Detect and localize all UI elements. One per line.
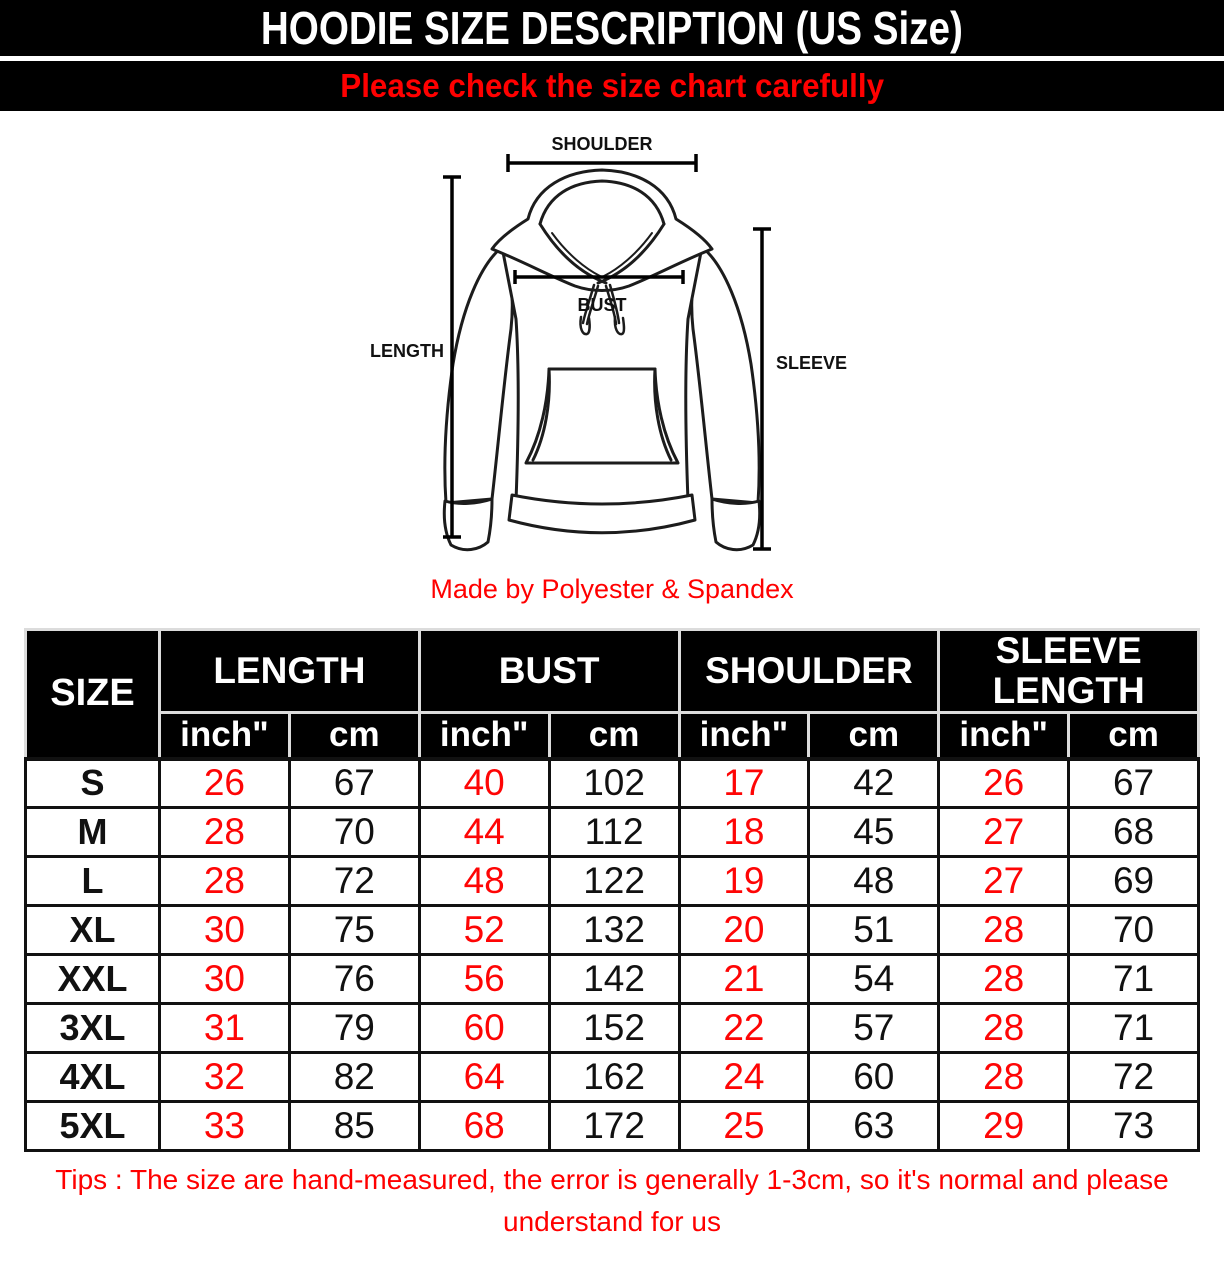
- table-row: [26, 1053, 1199, 1102]
- measurement-cell: 26: [939, 759, 1069, 808]
- tips-line-1: Tips : The size are hand-measured, the error is generally 1-3cm, so it's normal and please: [55, 1164, 1169, 1195]
- measurement-cell: 24: [679, 1053, 809, 1102]
- subtitle-bar: [0, 61, 1224, 111]
- measurement-cell: 71: [1069, 1004, 1199, 1053]
- size-label-cell: XXL: [26, 955, 160, 1004]
- measurement-cell: 76: [289, 955, 419, 1004]
- subtitle-text: Please check the size chart carefully: [340, 67, 884, 104]
- measurement-cell: 18: [679, 808, 809, 857]
- measurement-cell: 85: [289, 1102, 419, 1151]
- sleeve-length-column-header: SLEEVE LENGTH: [939, 630, 1199, 713]
- shoulder-label: SHOULDER: [551, 134, 653, 154]
- measurement-cell: 79: [289, 1004, 419, 1053]
- bust-label: BUST: [577, 295, 627, 315]
- table-row: [26, 906, 1199, 955]
- measurement-cell: 73: [1069, 1102, 1199, 1151]
- measurement-cell: 70: [1069, 906, 1199, 955]
- measurement-cell: 69: [1069, 857, 1199, 906]
- measurement-cell: 45: [809, 808, 939, 857]
- measurement-cell: 27: [939, 857, 1069, 906]
- measurement-cell: 21: [679, 955, 809, 1004]
- measurement-cell: 27: [939, 808, 1069, 857]
- measurement-cell: 42: [809, 759, 939, 808]
- measurement-cell: 28: [160, 857, 290, 906]
- measurement-cell: 67: [289, 759, 419, 808]
- measurement-cell: 67: [1069, 759, 1199, 808]
- page-title: HOODIE SIZE DESCRIPTION (US Size): [260, 2, 964, 54]
- measurement-cell: 72: [289, 857, 419, 906]
- size-label-cell: 5XL: [26, 1102, 160, 1151]
- bust-inch-header: inch": [419, 713, 549, 759]
- measurement-cell: 75: [289, 906, 419, 955]
- measurement-cell: 56: [419, 955, 549, 1004]
- measurement-cell: 30: [160, 906, 290, 955]
- size-diagram-section: [0, 129, 1224, 605]
- measurement-cell: 72: [1069, 1053, 1199, 1102]
- measurement-cell: 33: [160, 1102, 290, 1151]
- measurement-cell: 71: [1069, 955, 1199, 1004]
- sleeve-inch-header: inch": [939, 713, 1069, 759]
- measurement-cell: 82: [289, 1053, 419, 1102]
- right-cuff: [712, 499, 760, 550]
- measurement-cell: 28: [939, 1004, 1069, 1053]
- measurement-cell: 60: [419, 1004, 549, 1053]
- length-inch-header: inch": [160, 713, 290, 759]
- measurement-cell: 20: [679, 906, 809, 955]
- measurement-cell: 17: [679, 759, 809, 808]
- table-row: [26, 759, 1199, 808]
- measurement-cell: 68: [419, 1102, 549, 1151]
- table-row: [26, 1004, 1199, 1053]
- measurement-cell: 40: [419, 759, 549, 808]
- measurement-cell: 31: [160, 1004, 290, 1053]
- shoulder-column-header: SHOULDER: [679, 630, 939, 713]
- size-label-cell: M: [26, 808, 160, 857]
- measurement-cell: 29: [939, 1102, 1069, 1151]
- measurement-cell: 102: [549, 759, 679, 808]
- measurement-cell: 112: [549, 808, 679, 857]
- measurement-cell: 70: [289, 808, 419, 857]
- measurement-cell: 172: [549, 1102, 679, 1151]
- measurement-cell: 68: [1069, 808, 1199, 857]
- measurement-cell: 122: [549, 857, 679, 906]
- sleeve-label: SLEEVE: [776, 353, 848, 373]
- measurement-cell: 63: [809, 1102, 939, 1151]
- measurement-cell: 152: [549, 1004, 679, 1053]
- left-sleeve: [445, 247, 512, 503]
- measurement-cell: 25: [679, 1102, 809, 1151]
- measurement-cell: 64: [419, 1053, 549, 1102]
- size-label-cell: 4XL: [26, 1053, 160, 1102]
- title-bar: [0, 0, 1224, 61]
- shoulder-inch-header: inch": [679, 713, 809, 759]
- length-cm-header: cm: [289, 713, 419, 759]
- measurement-cell: 57: [809, 1004, 939, 1053]
- measurement-cell: 48: [419, 857, 549, 906]
- measurement-cell: 60: [809, 1053, 939, 1102]
- measurement-cell: 32: [160, 1053, 290, 1102]
- shoulder-cm-header: cm: [809, 713, 939, 759]
- size-table-body: [26, 759, 1199, 1151]
- table-row: [26, 857, 1199, 906]
- table-header: [26, 630, 1199, 759]
- size-label-cell: L: [26, 857, 160, 906]
- measurement-cell: 162: [549, 1053, 679, 1102]
- measurement-cell: 142: [549, 955, 679, 1004]
- measurement-cell: 28: [939, 1053, 1069, 1102]
- measurement-cell: 30: [160, 955, 290, 1004]
- measurement-cell: 28: [939, 906, 1069, 955]
- measurement-cell: 22: [679, 1004, 809, 1053]
- size-column-header: SIZE: [26, 630, 160, 759]
- sleeve-cm-header: cm: [1069, 713, 1199, 759]
- table-row: [26, 808, 1199, 857]
- size-label-cell: S: [26, 759, 160, 808]
- size-label-cell: 3XL: [26, 1004, 160, 1053]
- tips-line-2: understand for us: [503, 1206, 721, 1237]
- length-label: LENGTH: [370, 341, 444, 361]
- size-label-cell: XL: [26, 906, 160, 955]
- length-column-header: LENGTH: [160, 630, 420, 713]
- measurement-cell: 51: [809, 906, 939, 955]
- bust-cm-header: cm: [549, 713, 679, 759]
- measurement-cell: 44: [419, 808, 549, 857]
- hoodie-diagram: [352, 129, 872, 571]
- measurement-cell: 132: [549, 906, 679, 955]
- measurement-cell: 28: [160, 808, 290, 857]
- measurement-cell: 54: [809, 955, 939, 1004]
- size-chart-table: [24, 628, 1200, 1152]
- measurement-cell: 28: [939, 955, 1069, 1004]
- right-sleeve: [692, 247, 759, 503]
- hoodie-drawing: [444, 170, 760, 550]
- material-caption: Made by Polyester & Spandex: [430, 574, 794, 604]
- table-row: [26, 1102, 1199, 1151]
- bust-column-header: BUST: [419, 630, 679, 713]
- measurement-cell: 52: [419, 906, 549, 955]
- measurement-cell: 48: [809, 857, 939, 906]
- table-row: [26, 955, 1199, 1004]
- measurement-cell: 26: [160, 759, 290, 808]
- tips-text: [0, 1159, 1224, 1243]
- measurement-cell: 19: [679, 857, 809, 906]
